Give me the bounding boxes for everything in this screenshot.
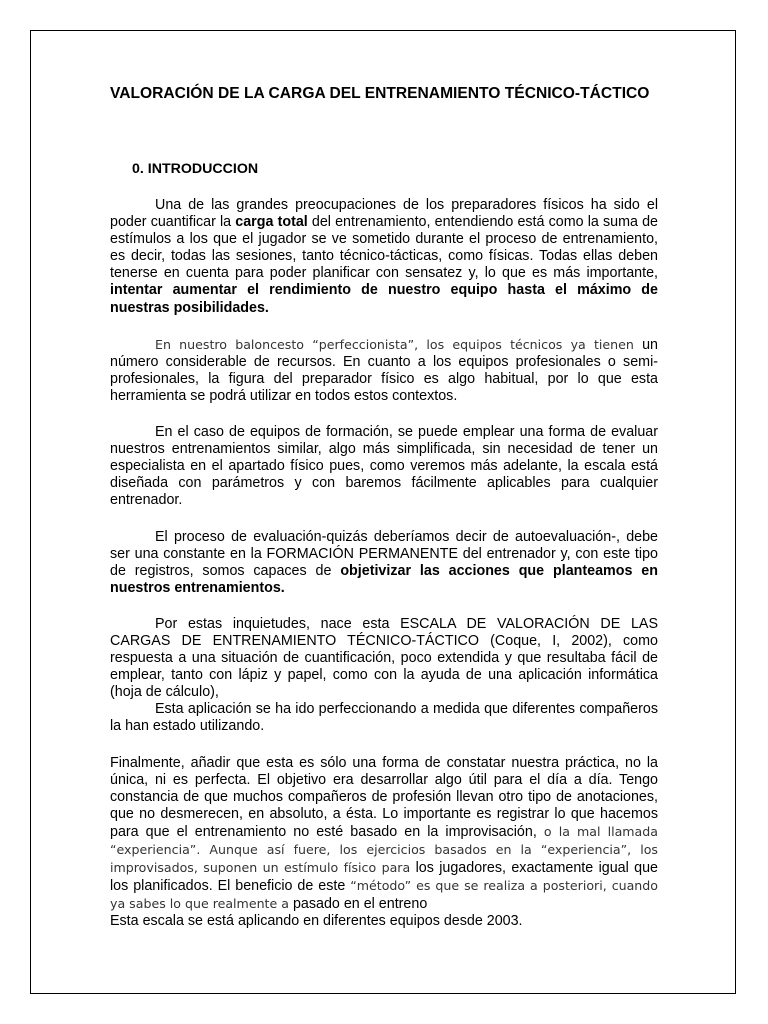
paragraph-evaluation [110,529,658,597]
paragraph-closing: Esta escala se está aplicando en diferentes equipos desde 2003. [110,913,523,930]
text-run-alt-font: “método” es que se realiza a posteriori, cuando ya sabes lo que realmente a [110,878,658,912]
emphasis-objective: intentar aumentar el rendimiento de nuestro equipo hasta el máximo de nuestras posibilidades. [110,282,658,316]
emphasis-objectivize: objetivizar las acciones que planteamos en nuestros entrenamientos. [110,562,658,596]
paragraph-formation: En el caso de equipos de formación, se puede emplear una forma de evaluar nuestros entrenamientos similar, algo más simplificada, sin necesidad de tener un especialista en el apartado físico pues, como veremos más adelante, la escala está diseñada con parámetros y con baremos fácilmente aplicables para cualquier entrenador. [110,424,658,509]
text-run: Una de las grandes preocupaciones de los preparadores físicos ha sido el poder cuantificar la [110,197,658,231]
paragraph-intro [110,197,658,317]
document-body [110,84,658,930]
text-run: del entrenamiento, entendiendo está como la suma de estímulos a los que el jugador se ve sometido durante el proceso de entrenamiento, es decir, todas las sesiones, tanto técnico-tácticas, como físicas. Todas ellas deben tenerse en cuenta para poder planificar con sensatez y, lo que es más importante, [110,214,658,282]
document-title: VALORACIÓN DE LA CARGA DEL ENTRENAMIENTO TÉCNICO-TÁCTICO [110,85,650,102]
text-run-alt-font: o la mal llamada “experiencia”. Aunque así fuere, los ejercicios basados en la “experiencia”, los improvisados, suponen un estímulo físico para [110,823,658,876]
paragraph-conclusion [110,755,658,914]
paragraph-resources [110,336,658,405]
text-run-alt-font: En nuestro baloncesto “perfeccionista”, los equipos técnicos ya tienen [155,336,634,352]
text-run: un número considerable de recursos. En cuanto a los equipos profesionales o semi-profesionales, la figura del preparador físico es algo habitual, por lo que esta herramienta se podrá utilizar en todos estos contextos. [110,336,658,404]
text-run: los jugadores, exactamente igual que los planificados. El beneficio de este [110,860,658,895]
paragraph-refinement: Esta aplicación se ha ido perfeccionando a medida que diferentes compañeros la han estado utilizando. [110,701,658,735]
document-page [30,30,736,994]
section-heading: 0. INTRODUCCION [132,161,259,177]
text-run: Finalmente, añadir que esta es sólo una forma de constatar nuestra práctica, no la única, ni es perfecta. El objetivo era desarrollar algo útil para el día a día. Tengo constancia de que muchos compañeros de profesión llevan otro tipo de anotaciones, que no desmerecen, en absoluto, a ésta. Lo importante es registrar lo que hacemos para que el entrenamiento no esté basado en la improvisación, [110,754,658,840]
paragraph-scale-origin: Por estas inquietudes, nace esta ESCALA DE VALORACIÓN DE LAS CARGAS DE ENTRENAMIENTO TÉCNICO-TÁCTICO (Coque, I, 2002), como respuesta a una situación de cuantificación, poco extendida y que resultaba fácil de emplear, tanto con lápiz y papel, como con la ayuda de una aplicación informática (hoja de cálculo), [110,615,658,701]
text-run: El proceso de evaluación-quizás deberíamos decir de autoevaluación-, debe ser una constante en la FORMACIÓN PERMANENTE del entrenador y, con este tipo de registros, somos capaces de [110,528,658,579]
emphasis-carga-total: carga total [235,214,308,231]
text-run: pasado en el entreno [288,896,428,913]
